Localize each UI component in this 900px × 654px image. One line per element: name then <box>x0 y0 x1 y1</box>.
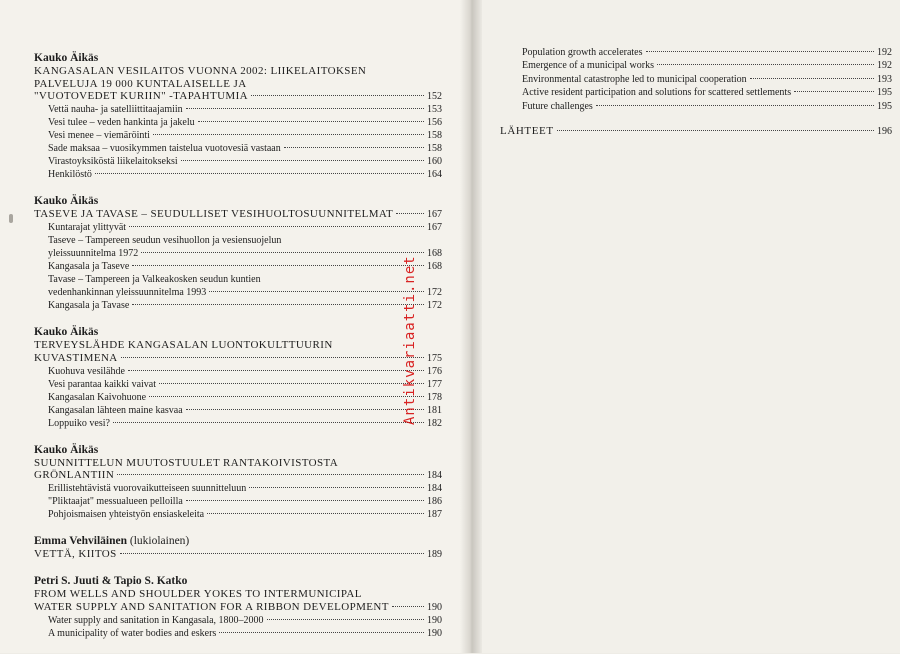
toc-entry[interactable] <box>34 116 442 129</box>
entry-title: vedenhankinnan yleissuunnitelma 1993 <box>48 287 207 298</box>
page-number: 152 <box>427 91 442 102</box>
page-number: 182 <box>427 417 442 429</box>
toc-entry[interactable] <box>34 221 442 234</box>
author-affiliation: (lukiolainen) <box>129 535 190 547</box>
toc-entry-sources[interactable] <box>500 125 892 138</box>
toc-entry[interactable] <box>34 417 442 430</box>
entry-title: Sade maksaa – vuosikymmen taistelua vuotovesiä vastaan <box>48 143 281 154</box>
entry-title: Active resident participation and solutions for scattered settlements <box>522 87 792 99</box>
page-number: 172 <box>427 300 442 311</box>
section-title-line: TERVEYSLÄHDE KANGASALAN LUONTOKULTTUURIN <box>34 339 333 351</box>
section-title: "VUOTOVEDET KURIIN" -TAPAHTUMIA <box>34 90 249 102</box>
author-name: Emma Vehviläinen <box>34 535 127 547</box>
section-title: TASEVE JA TAVASE – SEUDULLISET VESIHUOLTOSUUNNITELMAT <box>34 208 394 220</box>
entry-title: Emergence of a municipal works <box>522 60 654 72</box>
entry-title: Kangasalan lähteen maine kasvaa <box>48 404 183 416</box>
page-number: 192 <box>877 47 892 58</box>
toc-entry[interactable] <box>34 129 442 142</box>
page-number: 178 <box>427 391 442 403</box>
toc-entry[interactable] <box>34 260 442 273</box>
page-number: 189 <box>427 549 442 560</box>
section-title-line: KANGASALAN VESILAITOS VUONNA 2002: LIIKELAITOKSEN <box>34 65 367 77</box>
section-title-row[interactable] <box>34 90 442 103</box>
entry-title: Henkilöstö <box>48 169 92 180</box>
section-title-line: SUUNNITTELUN MUUTOSTUULET RANTAKOIVISTOSTA <box>34 456 339 469</box>
entry-title: "Pliktaajat" messualueen pelloilla <box>48 496 183 507</box>
toc-entry[interactable] <box>500 59 892 72</box>
toc-entry[interactable] <box>34 404 442 417</box>
page-number: 168 <box>427 248 442 259</box>
entry-title: Taseve – Tampereen seudun vesihuollon ja vesiensuojelun <box>48 235 282 246</box>
entry-title: Kangasala ja Tavase <box>48 300 130 311</box>
toc-section <box>34 195 442 312</box>
entry-title: Tavase – Tampereen ja Valkeakosken seudun kuntien <box>48 274 261 285</box>
toc-entry[interactable] <box>34 508 442 521</box>
section-title-row[interactable] <box>34 601 442 614</box>
left-toc <box>34 52 442 654</box>
toc-entry[interactable] <box>34 299 442 312</box>
entry-title: Environmental catastrophe led to municipal cooperation <box>522 73 747 85</box>
toc-entry-continued[interactable] <box>34 273 442 286</box>
toc-entry[interactable] <box>34 482 442 495</box>
toc-entry[interactable] <box>34 168 442 181</box>
section-author: Kauko Äikäs <box>34 52 99 64</box>
toc-entry[interactable] <box>34 155 442 168</box>
page-number: 196 <box>877 126 892 138</box>
toc-entry[interactable] <box>34 142 442 155</box>
toc-entry[interactable] <box>34 247 442 260</box>
entry-title: Erillistehtävistä vuorovaikutteiseen suunnitteluun <box>48 483 247 494</box>
page-number: 167 <box>427 209 442 220</box>
toc-entry[interactable] <box>34 365 442 378</box>
entry-title: Kangasalan Kaivohuone <box>48 391 147 403</box>
entry-title: A municipality of water bodies and eskers <box>48 627 217 639</box>
page-number: 195 <box>877 100 892 112</box>
page-number: 158 <box>427 143 442 154</box>
toc-section <box>34 444 442 522</box>
page-number: 175 <box>427 352 442 364</box>
page-number: 192 <box>877 60 892 72</box>
section-title: KUVASTIMENA <box>34 351 118 364</box>
entry-title: Pohjoismaisen yhteistyön ensiaskeleita <box>48 509 205 520</box>
page-mark <box>9 214 13 223</box>
toc-section <box>34 535 442 561</box>
page-number: 195 <box>877 87 892 99</box>
page-number: 190 <box>427 614 442 626</box>
section-author: Kauko Äikäs <box>34 443 99 456</box>
watermark: Antikvariaatti.net <box>402 255 418 425</box>
page-number: 160 <box>427 156 442 167</box>
entry-title: Virastoyksiköstä liikelaitokseksi <box>48 156 178 167</box>
section-title: VETTÄ, KIITOS <box>34 548 117 560</box>
toc-entry[interactable] <box>500 46 892 59</box>
section-title-line: PALVELUJA 19 000 KUNTALAISELLE JA <box>34 77 247 90</box>
section-title-row[interactable] <box>34 469 442 482</box>
section-title: GRÖNLANTIIN <box>34 469 115 481</box>
entry-title: Kangasala ja Taseve <box>48 261 130 272</box>
section-author: Kauko Äikäs <box>34 195 99 207</box>
section-title-row[interactable] <box>34 352 442 365</box>
page-number: 177 <box>427 378 442 390</box>
page-number: 186 <box>427 496 442 507</box>
toc-section <box>34 52 442 181</box>
section-title-row[interactable] <box>34 208 442 221</box>
toc-section <box>34 575 442 640</box>
page-number: 168 <box>427 261 442 272</box>
book-gutter <box>460 0 482 653</box>
section-author: Kauko Äikäs <box>34 326 99 338</box>
toc-entry[interactable] <box>34 495 442 508</box>
entry-title: Vesi tulee – veden hankinta ja jakelu <box>48 117 195 128</box>
entry-title: Future challenges <box>522 100 593 112</box>
toc-entry[interactable] <box>34 103 442 116</box>
section-author: Petri S. Juuti & Tapio S. Katko <box>34 575 188 587</box>
page-number: 172 <box>427 287 442 298</box>
entry-title: Population growth accelerates <box>522 47 643 58</box>
entry-title: Vesi menee – viemäröinti <box>48 130 150 141</box>
page-number: 184 <box>427 483 442 494</box>
entry-title: Kuohuva vesilähde <box>48 365 125 377</box>
toc-entry[interactable] <box>34 391 442 404</box>
page-number: 176 <box>427 365 442 377</box>
page-number: 190 <box>427 601 442 613</box>
entry-title: Water supply and sanitation in Kangasala, 1800–2000 <box>48 614 264 626</box>
page-number: 193 <box>877 73 892 85</box>
page-number: 187 <box>427 509 442 520</box>
page-number: 164 <box>427 169 442 180</box>
section-title-line: FROM WELLS AND SHOULDER YOKES TO INTERMUNICIPAL <box>34 588 362 600</box>
section-title: WATER SUPPLY AND SANITATION FOR A RIBBON DEVELOPMENT <box>34 600 389 613</box>
right-toc <box>500 46 892 138</box>
toc-entry[interactable] <box>500 86 892 99</box>
entry-title: Kuntarajat ylittyvät <box>48 222 127 233</box>
entry-title: LÄHTEET <box>500 125 554 138</box>
toc-entry[interactable] <box>500 73 892 86</box>
page-number: 156 <box>427 117 442 128</box>
page-number: 153 <box>427 104 442 115</box>
section-title-row[interactable] <box>34 548 442 561</box>
toc-entry-continued[interactable] <box>34 234 442 247</box>
page-number: 181 <box>427 404 442 416</box>
section-author <box>34 535 442 548</box>
entry-title: Loppuiko vesi? <box>48 417 110 429</box>
toc-section <box>34 326 442 430</box>
page-number: 158 <box>427 130 442 141</box>
toc-entry[interactable] <box>34 286 442 299</box>
entry-title: yleissuunnitelma 1972 <box>48 248 139 259</box>
page-number: 184 <box>427 470 442 481</box>
page-number: 167 <box>427 222 442 233</box>
toc-entry[interactable] <box>34 627 442 640</box>
toc-entry[interactable] <box>500 100 892 113</box>
entry-title: Vesi parantaa kaikki vaivat <box>48 378 157 390</box>
toc-entry[interactable] <box>34 614 442 627</box>
page-number: 190 <box>427 627 442 639</box>
entry-title: Vettä nauha- ja satelliittitaajamiin <box>48 104 183 115</box>
toc-entry[interactable] <box>34 378 442 391</box>
